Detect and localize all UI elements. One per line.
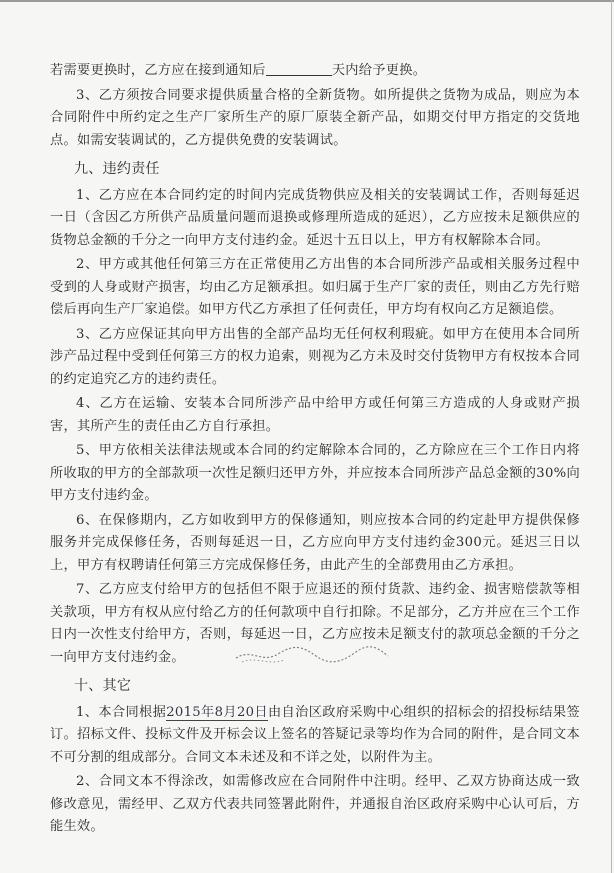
replacement-text-a: 若需要更换时，乙方应在接到通知后 — [50, 63, 266, 78]
clause-9-6: 6、在保修期内，乙方如收到甲方的保修通知，则应按本合同的约定赴甲方提供保修服务并完成保修任务，否则每延迟一日，乙方应向甲方支付违约金300元。延迟三日以上，甲方有权聘请任何第三方完成保修任务，由此产生的全部费用由乙方承担。 — [50, 512, 580, 573]
section-9-heading: 九、违约责任 — [74, 161, 160, 177]
replacement-text-b: 天内给予更换。 — [331, 63, 427, 78]
scan-edge-top — [0, 0, 614, 2]
days-blank — [266, 61, 332, 76]
clause-delivery-quality: 3、乙方须按合同要求提供质量合格的全新货物。如所提供之货物为成品，则应为本合同附件中所约定之生产厂家所生产的原厂原装全新产品，如期交付甲方指定的交货地点。如需安装调试的，乙方提供免费的安装调试。 — [50, 87, 580, 148]
clause-9-2: 2、甲方或其他任何第三方在正常使用乙方出售的本合同所涉产品或相关服务过程中受到的人身或财产损害，均由乙方足额承担。如归属于生产厂家的责任，则由乙方先行赔偿后再向生产厂家追偿。如甲方代乙方承担了任何责任，甲方均有权向乙方足额追偿。 — [50, 257, 580, 317]
clause-10-1-text-b: 由自治区政府采购中心组织的招标会的招投标结果签订。招标文件、投标文件及开标会议上签名的答疑记录等均作为合同的附件，是合同文本不可分割的组成部分。合同文本未述及和不详之处，以附件为主。 — [50, 704, 580, 765]
signing-date: 2015年8月20日 — [166, 704, 268, 720]
pen-scribble-mark — [232, 638, 392, 670]
clause-9-3: 3、乙方应保证其向甲方出售的全部产品均无任何权利瑕疵。如甲方在使用本合同所涉产品过程中受到任何第三方的权力追索，则视为乙方未及时交付货物甲方有权按本合同的约定追究乙方的违约责任。 — [50, 326, 580, 387]
replacement-line — [50, 60, 580, 83]
clause-10-1 — [50, 702, 580, 770]
scan-edge-right — [611, 0, 612, 873]
clause-9-7: 7、乙方应支付给甲方的包括但不限于应退还的预付货款、违约金、损害赔偿款等相关款项，甲方有权从应付给乙方的任何款项中自行扣除。不足部分，乙方并应在三个工作日内一次性支付给甲方，否则，每延迟一日，乙方应按未足额支付的款项总金额的千分之一向甲方支付违约金。 — [50, 582, 580, 665]
clause-10-2: 2、合同文本不得涂改，如需修改应在合同附件中注明。经甲、乙双方协商达成一致修改意见，需经甲、乙双方代表共同签署此附件，并通报自治区政府采购中心认可后，方能生效。 — [50, 774, 580, 834]
clause-9-5: 5、甲方依相关法律法规或本合同的约定解除本合同的，乙方除应在三个工作日内将所收取的甲方的全部款项一次性足额归还甲方外，并应按本合同所涉产品总金额的30%向甲方支付违约金。 — [50, 443, 580, 503]
clause-9-4: 4、乙方在运输、安装本合同所涉产品中给甲方或任何第三方造成的人身或财产损害，其所产生的责任由乙方自行承担。 — [50, 396, 580, 434]
contract-body — [50, 60, 580, 841]
clause-10-1-text-a: 1、本合同根据 — [76, 704, 167, 720]
section-10-heading: 十、其它 — [74, 678, 132, 694]
clause-9-1: 1、乙方应在本合同约定的时间内完成货物供应及相关的安装调试工作，否则每延迟一日（含因乙方所供产品质量问题而退换或修理所造成的延迟），乙方应按未足额供应的货物总金额的千分之一向甲方支付违约金。延迟十五日以上，甲方有权解除本合同。 — [50, 187, 580, 248]
